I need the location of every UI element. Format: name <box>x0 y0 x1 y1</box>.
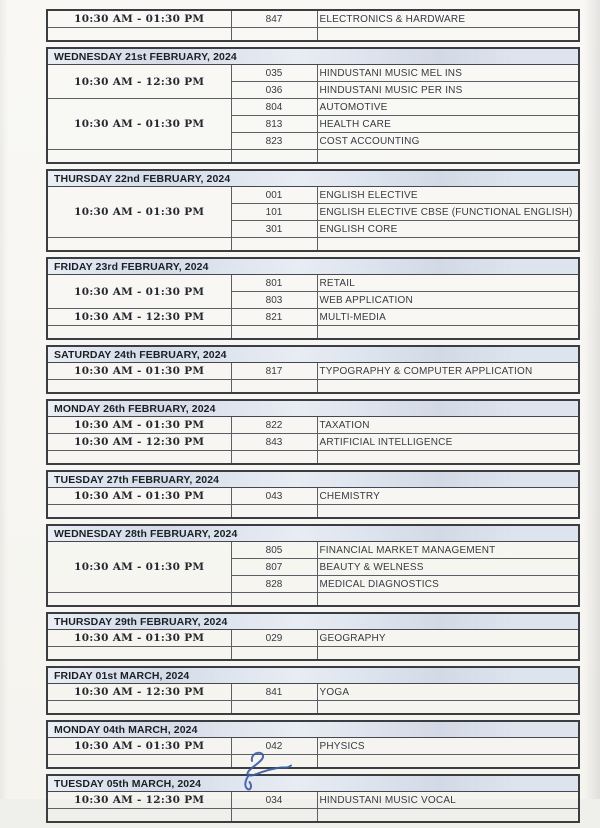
code-cell: 029 <box>231 630 317 647</box>
code-cell: 821 <box>231 309 317 326</box>
subject-cell: MEDICAL DIAGNOSTICS <box>317 576 579 593</box>
scan-edge-shadow-left <box>0 0 8 799</box>
empty-cell <box>231 451 317 465</box>
empty-row <box>47 647 579 661</box>
subject-cell: ENGLISH ELECTIVE <box>317 187 579 204</box>
table-row <box>47 542 579 559</box>
time-cell: 10:30 AM - 12:30 PM <box>47 65 231 99</box>
subject-cell: GEOGRAPHY <box>317 630 579 647</box>
subject-cell: YOGA <box>317 684 579 701</box>
subject-cell: ELECTRONICS & HARDWARE <box>317 10 579 28</box>
time-cell: 10:30 AM - 12:30 PM <box>47 792 231 809</box>
table-row <box>47 309 579 326</box>
empty-cell <box>317 150 579 164</box>
day-table-continuation <box>46 9 580 42</box>
subject-cell: HEALTH CARE <box>317 116 579 133</box>
subject-cell: TAXATION <box>317 417 579 434</box>
date-header-cell: THURSDAY 29th FEBRUARY, 2024 <box>47 613 579 630</box>
empty-cell <box>47 593 231 607</box>
empty-row <box>47 380 579 394</box>
time-cell: 10:30 AM - 12:30 PM <box>47 309 231 326</box>
day-table <box>46 399 580 465</box>
empty-cell <box>47 755 231 769</box>
empty-cell <box>231 238 317 252</box>
time-cell: 10:30 AM - 01:30 PM <box>47 99 231 150</box>
empty-row <box>47 238 579 252</box>
date-header-cell: WEDNESDAY 28th FEBRUARY, 2024 <box>47 525 579 542</box>
code-cell: 804 <box>231 99 317 116</box>
empty-cell <box>317 755 579 769</box>
empty-row <box>47 701 579 715</box>
day-table <box>46 612 580 661</box>
subject-cell: HINDUSTANI MUSIC PER INS <box>317 82 579 99</box>
date-header-cell: THURSDAY 22nd FEBRUARY, 2024 <box>47 170 579 187</box>
empty-row <box>47 505 579 519</box>
empty-cell <box>47 701 231 715</box>
code-cell: 828 <box>231 576 317 593</box>
date-header-row <box>47 667 579 684</box>
day-table <box>46 666 580 715</box>
day-table <box>46 774 580 823</box>
code-cell: 805 <box>231 542 317 559</box>
table-row <box>47 275 579 292</box>
date-header-row <box>47 170 579 187</box>
time-cell: 10:30 AM - 01:30 PM <box>47 738 231 755</box>
empty-cell <box>47 326 231 340</box>
table-row <box>47 488 579 505</box>
table-row <box>47 99 579 116</box>
time-cell: 10:30 AM - 12:30 PM <box>47 434 231 451</box>
code-cell: 101 <box>231 204 317 221</box>
empty-cell <box>47 380 231 394</box>
date-header-row <box>47 721 579 738</box>
scan-edge-shadow-right <box>584 0 600 799</box>
table-row <box>47 65 579 82</box>
subject-cell: ENGLISH ELECTIVE CBSE (FUNCTIONAL ENGLISH) <box>317 204 579 221</box>
code-cell: 034 <box>231 792 317 809</box>
date-header-row <box>47 525 579 542</box>
table-row <box>47 630 579 647</box>
date-header-row <box>47 613 579 630</box>
code-cell: 001 <box>231 187 317 204</box>
table-row <box>47 10 579 28</box>
time-cell: 10:30 AM - 01:30 PM <box>47 363 231 380</box>
empty-row <box>47 326 579 340</box>
table-row <box>47 434 579 451</box>
code-cell: 801 <box>231 275 317 292</box>
subject-cell: HINDUSTANI MUSIC MEL INS <box>317 65 579 82</box>
empty-cell <box>317 380 579 394</box>
time-cell: 10:30 AM - 12:30 PM <box>47 684 231 701</box>
empty-cell <box>47 505 231 519</box>
table-row <box>47 738 579 755</box>
date-header-row <box>47 48 579 65</box>
date-header-row <box>47 775 579 792</box>
empty-cell <box>317 593 579 607</box>
subject-cell: WEB APPLICATION <box>317 292 579 309</box>
empty-row <box>47 150 579 164</box>
time-cell: 10:30 AM - 01:30 PM <box>47 275 231 309</box>
table-row <box>47 792 579 809</box>
empty-cell <box>231 380 317 394</box>
empty-row <box>47 809 579 823</box>
signature-ink-icon <box>236 748 294 794</box>
day-table <box>46 470 580 519</box>
empty-cell <box>47 451 231 465</box>
table-row <box>47 187 579 204</box>
date-header-cell: TUESDAY 27th FEBRUARY, 2024 <box>47 471 579 488</box>
subject-cell: PHYSICS <box>317 738 579 755</box>
date-header-row <box>47 258 579 275</box>
code-cell: 843 <box>231 434 317 451</box>
code-cell: 841 <box>231 684 317 701</box>
subject-cell: ARTIFICIAL INTELLIGENCE <box>317 434 579 451</box>
date-header-cell: WEDNESDAY 21st FEBRUARY, 2024 <box>47 48 579 65</box>
code-cell: 807 <box>231 559 317 576</box>
empty-cell <box>231 326 317 340</box>
table-row <box>47 684 579 701</box>
day-table <box>46 257 580 340</box>
empty-cell <box>317 647 579 661</box>
date-header-row <box>47 471 579 488</box>
empty-cell <box>231 28 317 42</box>
empty-cell <box>231 647 317 661</box>
code-cell: 813 <box>231 116 317 133</box>
empty-cell <box>317 451 579 465</box>
code-cell: 035 <box>231 65 317 82</box>
code-cell: 803 <box>231 292 317 309</box>
code-cell: 042 <box>231 738 317 755</box>
subject-cell: BEAUTY & WELNESS <box>317 559 579 576</box>
subject-cell: AUTOMOTIVE <box>317 99 579 116</box>
subject-cell: HINDUSTANI MUSIC VOCAL <box>317 792 579 809</box>
empty-cell <box>317 701 579 715</box>
empty-cell <box>231 809 317 823</box>
time-cell: 10:30 AM - 01:30 PM <box>47 417 231 434</box>
date-header-cell: MONDAY 26th FEBRUARY, 2024 <box>47 400 579 417</box>
subject-cell: MULTI-MEDIA <box>317 309 579 326</box>
empty-cell <box>47 809 231 823</box>
day-table <box>46 47 580 164</box>
empty-cell <box>231 150 317 164</box>
empty-cell <box>317 28 579 42</box>
subject-cell: TYPOGRAPHY & COMPUTER APPLICATION <box>317 363 579 380</box>
time-cell: 10:30 AM - 01:30 PM <box>47 187 231 238</box>
empty-cell <box>47 238 231 252</box>
empty-cell <box>317 238 579 252</box>
empty-cell <box>47 150 231 164</box>
subject-cell: FINANCIAL MARKET MANAGEMENT <box>317 542 579 559</box>
empty-cell <box>231 701 317 715</box>
empty-cell <box>317 505 579 519</box>
date-header-cell: FRIDAY 23rd FEBRUARY, 2024 <box>47 258 579 275</box>
day-table <box>46 169 580 252</box>
date-header-row <box>47 346 579 363</box>
code-cell: 823 <box>231 133 317 150</box>
code-cell: 847 <box>231 10 317 28</box>
empty-cell <box>317 809 579 823</box>
empty-row <box>47 593 579 607</box>
time-cell: 10:30 AM - 01:30 PM <box>47 630 231 647</box>
subject-cell: RETAIL <box>317 275 579 292</box>
date-header-cell: FRIDAY 01st MARCH, 2024 <box>47 667 579 684</box>
day-table <box>46 524 580 607</box>
time-cell: 10:30 AM - 01:30 PM <box>47 542 231 593</box>
date-header-cell: TUESDAY 05th MARCH, 2024 <box>47 775 579 792</box>
empty-cell <box>47 647 231 661</box>
empty-row <box>47 755 579 769</box>
date-header-cell: SATURDAY 24th FEBRUARY, 2024 <box>47 346 579 363</box>
empty-cell <box>47 28 231 42</box>
code-cell: 301 <box>231 221 317 238</box>
date-header-row <box>47 400 579 417</box>
empty-cell <box>231 593 317 607</box>
time-cell: 10:30 AM - 01:30 PM <box>47 488 231 505</box>
day-table <box>46 720 580 769</box>
timetable-sheet <box>46 9 578 828</box>
empty-cell <box>317 326 579 340</box>
table-row <box>47 417 579 434</box>
empty-cell <box>231 505 317 519</box>
code-cell: 817 <box>231 363 317 380</box>
time-cell: 10:30 AM - 01:30 PM <box>47 10 231 28</box>
subject-cell: ENGLISH CORE <box>317 221 579 238</box>
day-table <box>46 345 580 394</box>
table-row <box>47 363 579 380</box>
subject-cell: COST ACCOUNTING <box>317 133 579 150</box>
date-header-cell: MONDAY 04th MARCH, 2024 <box>47 721 579 738</box>
empty-row <box>47 451 579 465</box>
code-cell: 036 <box>231 82 317 99</box>
empty-row <box>47 28 579 42</box>
signature <box>236 748 294 794</box>
code-cell: 822 <box>231 417 317 434</box>
code-cell: 043 <box>231 488 317 505</box>
subject-cell: CHEMISTRY <box>317 488 579 505</box>
